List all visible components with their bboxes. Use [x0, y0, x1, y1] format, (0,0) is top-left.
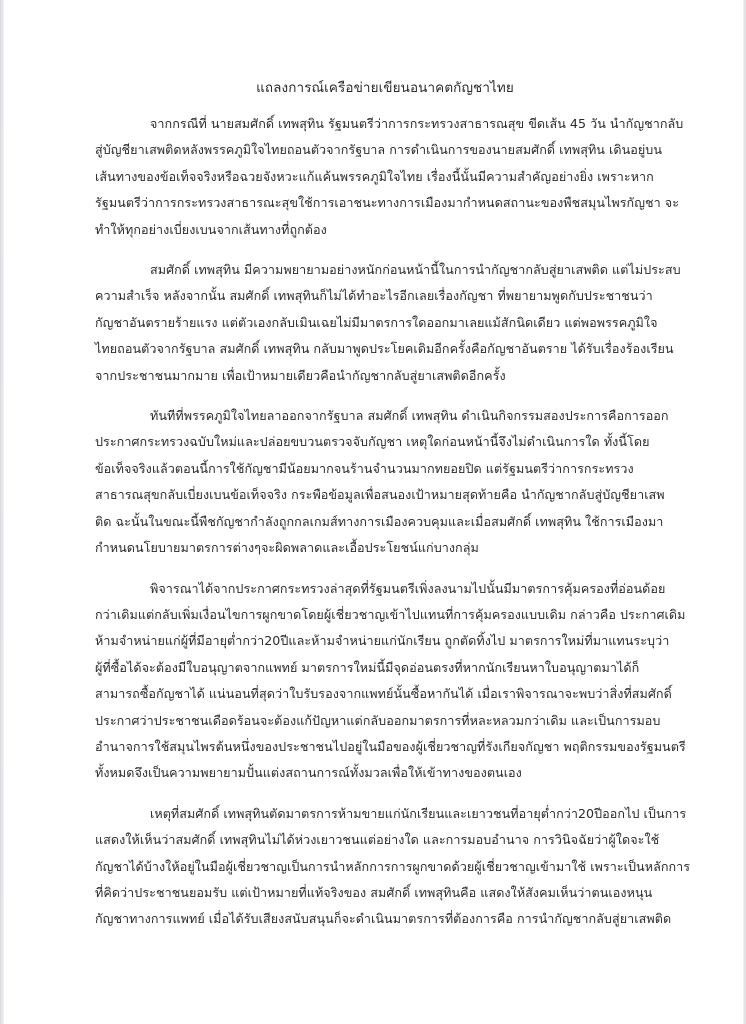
- text-line: เส้นทางของข้อเท็จจริงหรือฉวยจังหวะแก้แค้นพรรคภูมิใจไทย เรื่องนี้นั้นมีความสำคัญอย่างยิ่ง เพราะหาก: [95, 168, 654, 184]
- paragraph-3: [95, 403, 685, 561]
- text-line: ประกาศว่าประชาชนเดือดร้อนจะต้องแก้ปัญหาแต่กลับออกมาตรการที่หละหลวมกว่าเดิม และเป็นการมอบ: [95, 712, 661, 728]
- document-page: [95, 78, 691, 947]
- paragraph-4: [95, 576, 685, 787]
- text-line: กัญชาอันตรายร้ายแรง แต่ตัวเองกลับเมินเฉยไม่มีมาตรการใดออกมาเลยแม้สักนิดเดียว แต่พอพรรคภูมิใจ: [95, 314, 658, 330]
- text-line: ทันทีที่พรรคภูมิใจไทยลาออกจากรัฐบาล สมศักดิ์ เทพสุทิน ดำเนินกิจกรรมสองประการคือการออก: [150, 408, 669, 424]
- text-line: ทำให้ทุกอย่างเบี่ยงเบนจากเส้นทางที่ถูกต้อง: [95, 221, 327, 237]
- text-line: อำนาจการใช้สมุนไพรต้นหนึ่งของประชาชนไปอยู่ในมือของผู้เชี่ยวชาญที่รังเกียจกัญชา พฤติกรรมของรัฐมนตรี: [95, 738, 686, 754]
- text-line: รัฐมนตรีว่าการกระทรวงสาธารณะสุขใช้การเอาชนะทางการเมืองมากำหนดสถานะของพืชสมุนไพรกัญชา จะ: [95, 195, 680, 211]
- paragraph-5: [95, 801, 691, 933]
- page-edge-left: [0, 0, 4, 1024]
- text-line: จากประชาชนมากมาย เพื่อเป้าหมายเดียวคือนำกัญชากลับสู่ยาเสพติดอีกครั้ง: [95, 367, 506, 383]
- text-line: เหตุที่สมศักดิ์ เทพสุทินตัดมาตรการห้ามขายแก่นักเรียนและเยาวชนที่อายุต่ำกว่า20ปีออกไป เป็นการ: [150, 805, 687, 821]
- document-title: แถลงการณ์เครือข่ายเขียนอนาคตกัญชาไทย: [256, 80, 514, 96]
- text-line: จากกรณีที่ นายสมศักดิ์ เทพสุทิน รัฐมนตรีว่าการกระทรวงสาธารณสุข ขีดเส้น 45 วัน นำกัญชากลับ: [150, 116, 684, 131]
- text-line: พิจารณาได้จากประกาศกระทรวงล่าสุดที่รัฐมนตรีเพิ่งลงนามไปนั้นมีมาตรการคุ้มครองที่อ่อนด้อย: [150, 580, 666, 596]
- text-line: กำหนดนโยบายมาตรการต่างๆจะผิดพลาดและเอื้อประโยชน์แก่บางกลุ่ม: [95, 540, 479, 556]
- text-line: สู่บัญชียาเสพติดหลังพรรคภูมิใจไทยถอนตัวจากรัฐบาล การดำเนินการของนายสมศักดิ์ เทพสุทิน เดินอยู่บน: [95, 142, 663, 158]
- text-line: ผู้ที่ซื้อได้จะต้องมีใบอนุญาตจากแพทย์ มาตรการใหม่นี้มีจุดอ่อนตรงที่หากนักเรียนหาใบอนุญาตมาได้ก็: [95, 659, 640, 675]
- text-line: ไทยถอนตัวจากรัฐบาล สมศักดิ์ เทพสุทิน กลับมาพูดประโยคเดิมอีกครั้งคือกัญชาอันตราย ได้รับเรื่องร้องเรียน: [95, 341, 674, 357]
- text-line: ห้ามจำหน่ายแก่ผู้ที่มีอายุต่ำกว่า20ปีและห้ามจำหน่ายแก่นักเรียน ถูกตัดทิ้งไป มาตรการใหม่ที่มาแทนระบุว่า: [95, 633, 670, 649]
- text-line: สาธารณสุขกลับเบี่ยงเบนข้อเท็จจริง กระพือข้อมูลเพื่อสนองเป้าหมายสุดท้ายคือ นำกัญชากลับสู่บัญชียาเสพ: [95, 487, 665, 503]
- text-line: ประกาศกระทรวงฉบับใหม่และปล่อยขบวนตรวจจับกัญชา เหตุใดก่อนหน้านี้จึงไม่ดำเนินการใด ทั้งนี้โดย: [95, 434, 650, 450]
- paragraph-1: [95, 111, 685, 243]
- text-line: สมศักดิ์ เทพสุทิน มีความพยายามอย่างหนักก่อนหน้านี้ในการนำกัญชากลับสู่ยาเสพติด แต่ไม่ประสบ: [150, 262, 681, 278]
- text-line: กัญชาทางการแพทย์ เมื่อได้รับเสียงสนับสนุนก็จะดำเนินมาตรการที่ต้องการคือ การนำกัญชากลับสู่ยาเสพติด: [95, 911, 672, 927]
- text-line: ติด ฉะนั้นในขณะนี้พืชกัญชากำลังถูกกลเกมส์ทางการเมืองควบคุมและเมื่อสมศักดิ์ เทพสุทิน ใช้การเมืองมา: [95, 513, 664, 529]
- text-line: กัญชาได้บ้างให้อยู่ในมือผู้เชี่ยวชาญเป็นการนำหลักการการผูกขาดด้วยผู้เชี่ยวชาญเข้ามาใช้ เพราะเป็นหลักการ: [95, 858, 691, 874]
- paragraph-2: [95, 257, 685, 389]
- text-line: กว่าเดิมแต่กลับเพิ่มเงื่อนไขการผูกขาดโดยผู้เชี่ยวชาญเข้าไปแทนที่การคุ้มครองแบบเดิม กล่าวคือ ประกาศเดิม: [95, 606, 686, 622]
- text-line: ความสำเร็จ หลังจากนั้น สมศักดิ์ เทพสุทินก็ไม่ได้ทำอะไรอีกเลยเรื่องกัญชา ที่พยายามพูดกับประชาชนว่า: [95, 288, 653, 304]
- text-line: สามารถซื้อกัญชาได้ แน่นอนที่สุดว่าใบรับรองจากแพทย์นั้นซื้อหากันได้ เมื่อเราพิจารณาจะพบว่าสิ่งที่สมศักดิ์: [95, 686, 672, 702]
- text-line: ที่คิดว่าประชาชนยอมรับ แต่เป้าหมายที่แท้จริงของ สมศักดิ์ เทพสุทินคือ แสดงให้สังคมเห็นว่าตนเองหนุน: [95, 884, 653, 900]
- text-line: ข้อเท็จจริงแล้วตอนนี้การใช้กัญชามีน้อยมากจนร้านจำนวนมากทยอยปิด แต่รัฐมนตรีว่าการกระทรวง: [95, 460, 634, 476]
- text-line: ทั้งหมดจึงเป็นความพยายามปั้นแต่งสถานการณ์ทั้งมวลเพื่อให้เข้าทางของตนเอง: [95, 765, 522, 781]
- text-line: แสดงให้เห็นว่าสมศักดิ์ เทพสุทินไม่ได้ห่วงเยาวชนแต่อย่างใด และการมอบอำนาจ การวินิจฉัยว่าผู้ใดจะใช้: [95, 832, 660, 848]
